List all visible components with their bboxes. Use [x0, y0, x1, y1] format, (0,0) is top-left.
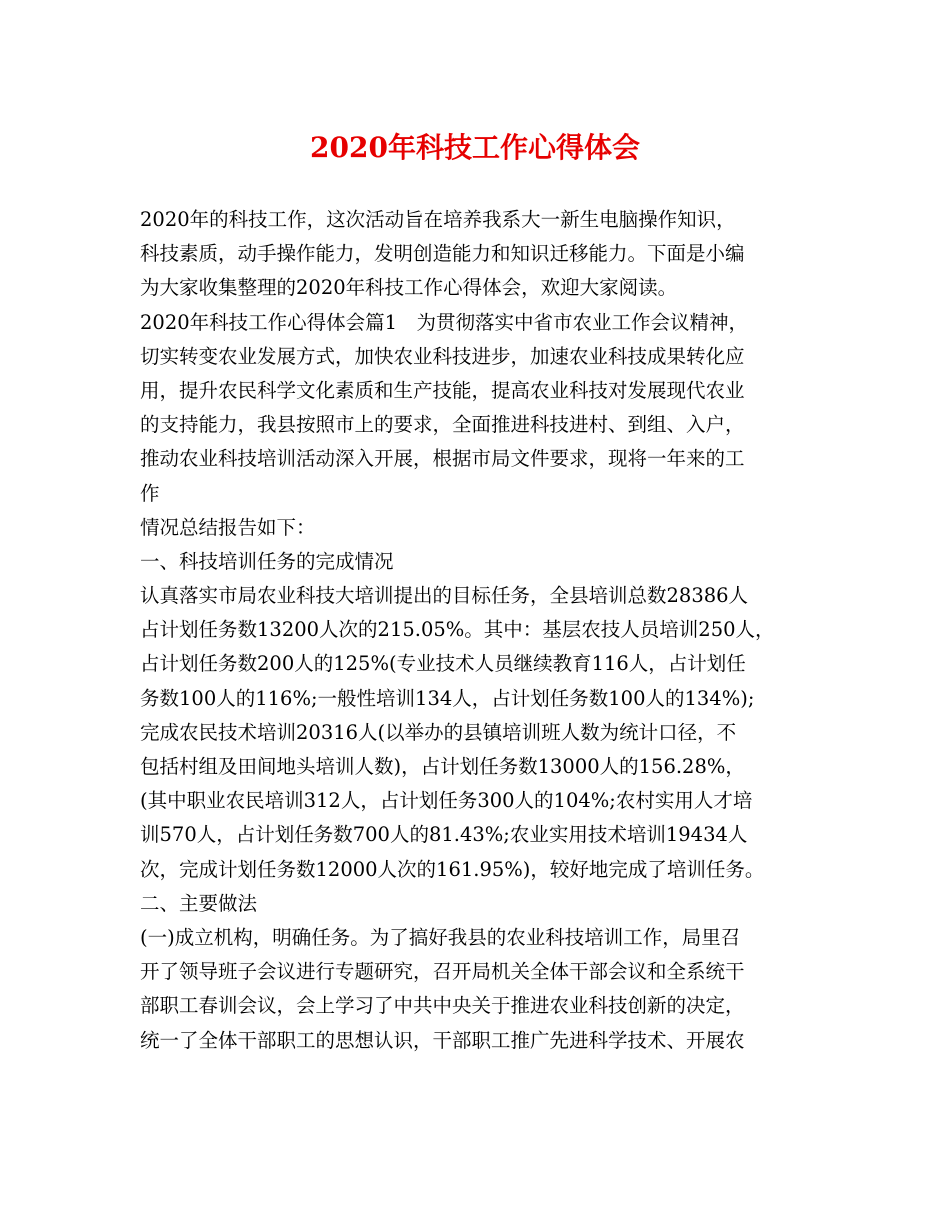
body-text-line: 一、科技培训任务的完成情况: [140, 549, 394, 573]
body-text-line: 为大家收集整理的2020年科技工作心得体会，欢迎大家阅读。: [140, 276, 678, 300]
body-text-line: 占计划任务数200人的125%(专业技术人员继续教育116人，占计划任: [140, 652, 746, 676]
body-text-line: 2020年的科技工作，这次活动旨在培养我系大一新生电脑操作知识，: [140, 208, 736, 231]
body-text-line: 训570人，占计划任务数700人的81.43%;农业实用技术培训19434人: [140, 823, 748, 847]
body-text-line: 切实转变农业发展方式，加快农业科技进步，加速农业科技成果转化应: [140, 344, 745, 368]
body-text-line: 务数100人的116%;一般性培训134人，占计划任务数100人的134%);: [140, 686, 755, 710]
body-text-line: 科技素质，动手操作能力，发明创造能力和知识迁移能力。下面是小编: [140, 242, 745, 266]
body-text-line: 的支持能力，我县按照市上的要求，全面推进科技进村、到组、入户，: [140, 413, 745, 437]
body-text-line: 部职工春训会议，会上学习了中共中央关于推进农业科技创新的决定，: [140, 994, 745, 1018]
body-text-line: 统一了全体干部职工的思想认识，干部职工推广先进科学技术、开展农: [140, 1028, 745, 1052]
body-text-line: 占计划任务数13200人次的215.05%。其中：基层农技人员培训250人，: [140, 618, 775, 642]
body-text-line: 认真落实市局农业科技大培训提出的目标任务，全县培训总数28386人: [140, 584, 749, 608]
body-text-line: 包括村组及田间地头培训人数)，占计划任务数13000人的156.28%，: [140, 755, 745, 778]
body-text-line: (一)成立机构，明确任务。为了搞好我县的农业科技培训工作，局里召: [140, 925, 741, 949]
body-text-line: 开了领导班子会议进行专题研究，召开局机关全体干部会议和全系统干: [140, 960, 745, 984]
body-text-line: 情况总结报告如下：: [140, 515, 316, 539]
body-text-line: (其中职业农民培训312人，占计划任务300人的104%;农村实用人才培: [140, 789, 753, 813]
body-text-line: 用，提升农民科学文化素质和生产技能，提高农业科技对发展现代农业: [140, 378, 745, 402]
body-text-line: 次，完成计划任务数12000人次的161.95%)，较好地完成了培训任务。: [140, 857, 765, 881]
body-text-line: 二、主要做法: [140, 891, 258, 915]
body-text-line: 推动农业科技培训活动深入开展，根据市局文件要求，现将一年来的工: [140, 447, 745, 471]
document-body: [140, 203, 840, 1058]
body-text-line: 作: [140, 481, 160, 505]
document-title: 2020年科技工作心得体会: [310, 131, 640, 164]
body-text-line: 完成农民技术培训20316人(以举办的县镇培训班人数为统计口径，不: [140, 720, 737, 744]
body-text-line: 2020年科技工作心得体会篇1 为贯彻落实中省市农业工作会议精神，: [140, 310, 749, 334]
